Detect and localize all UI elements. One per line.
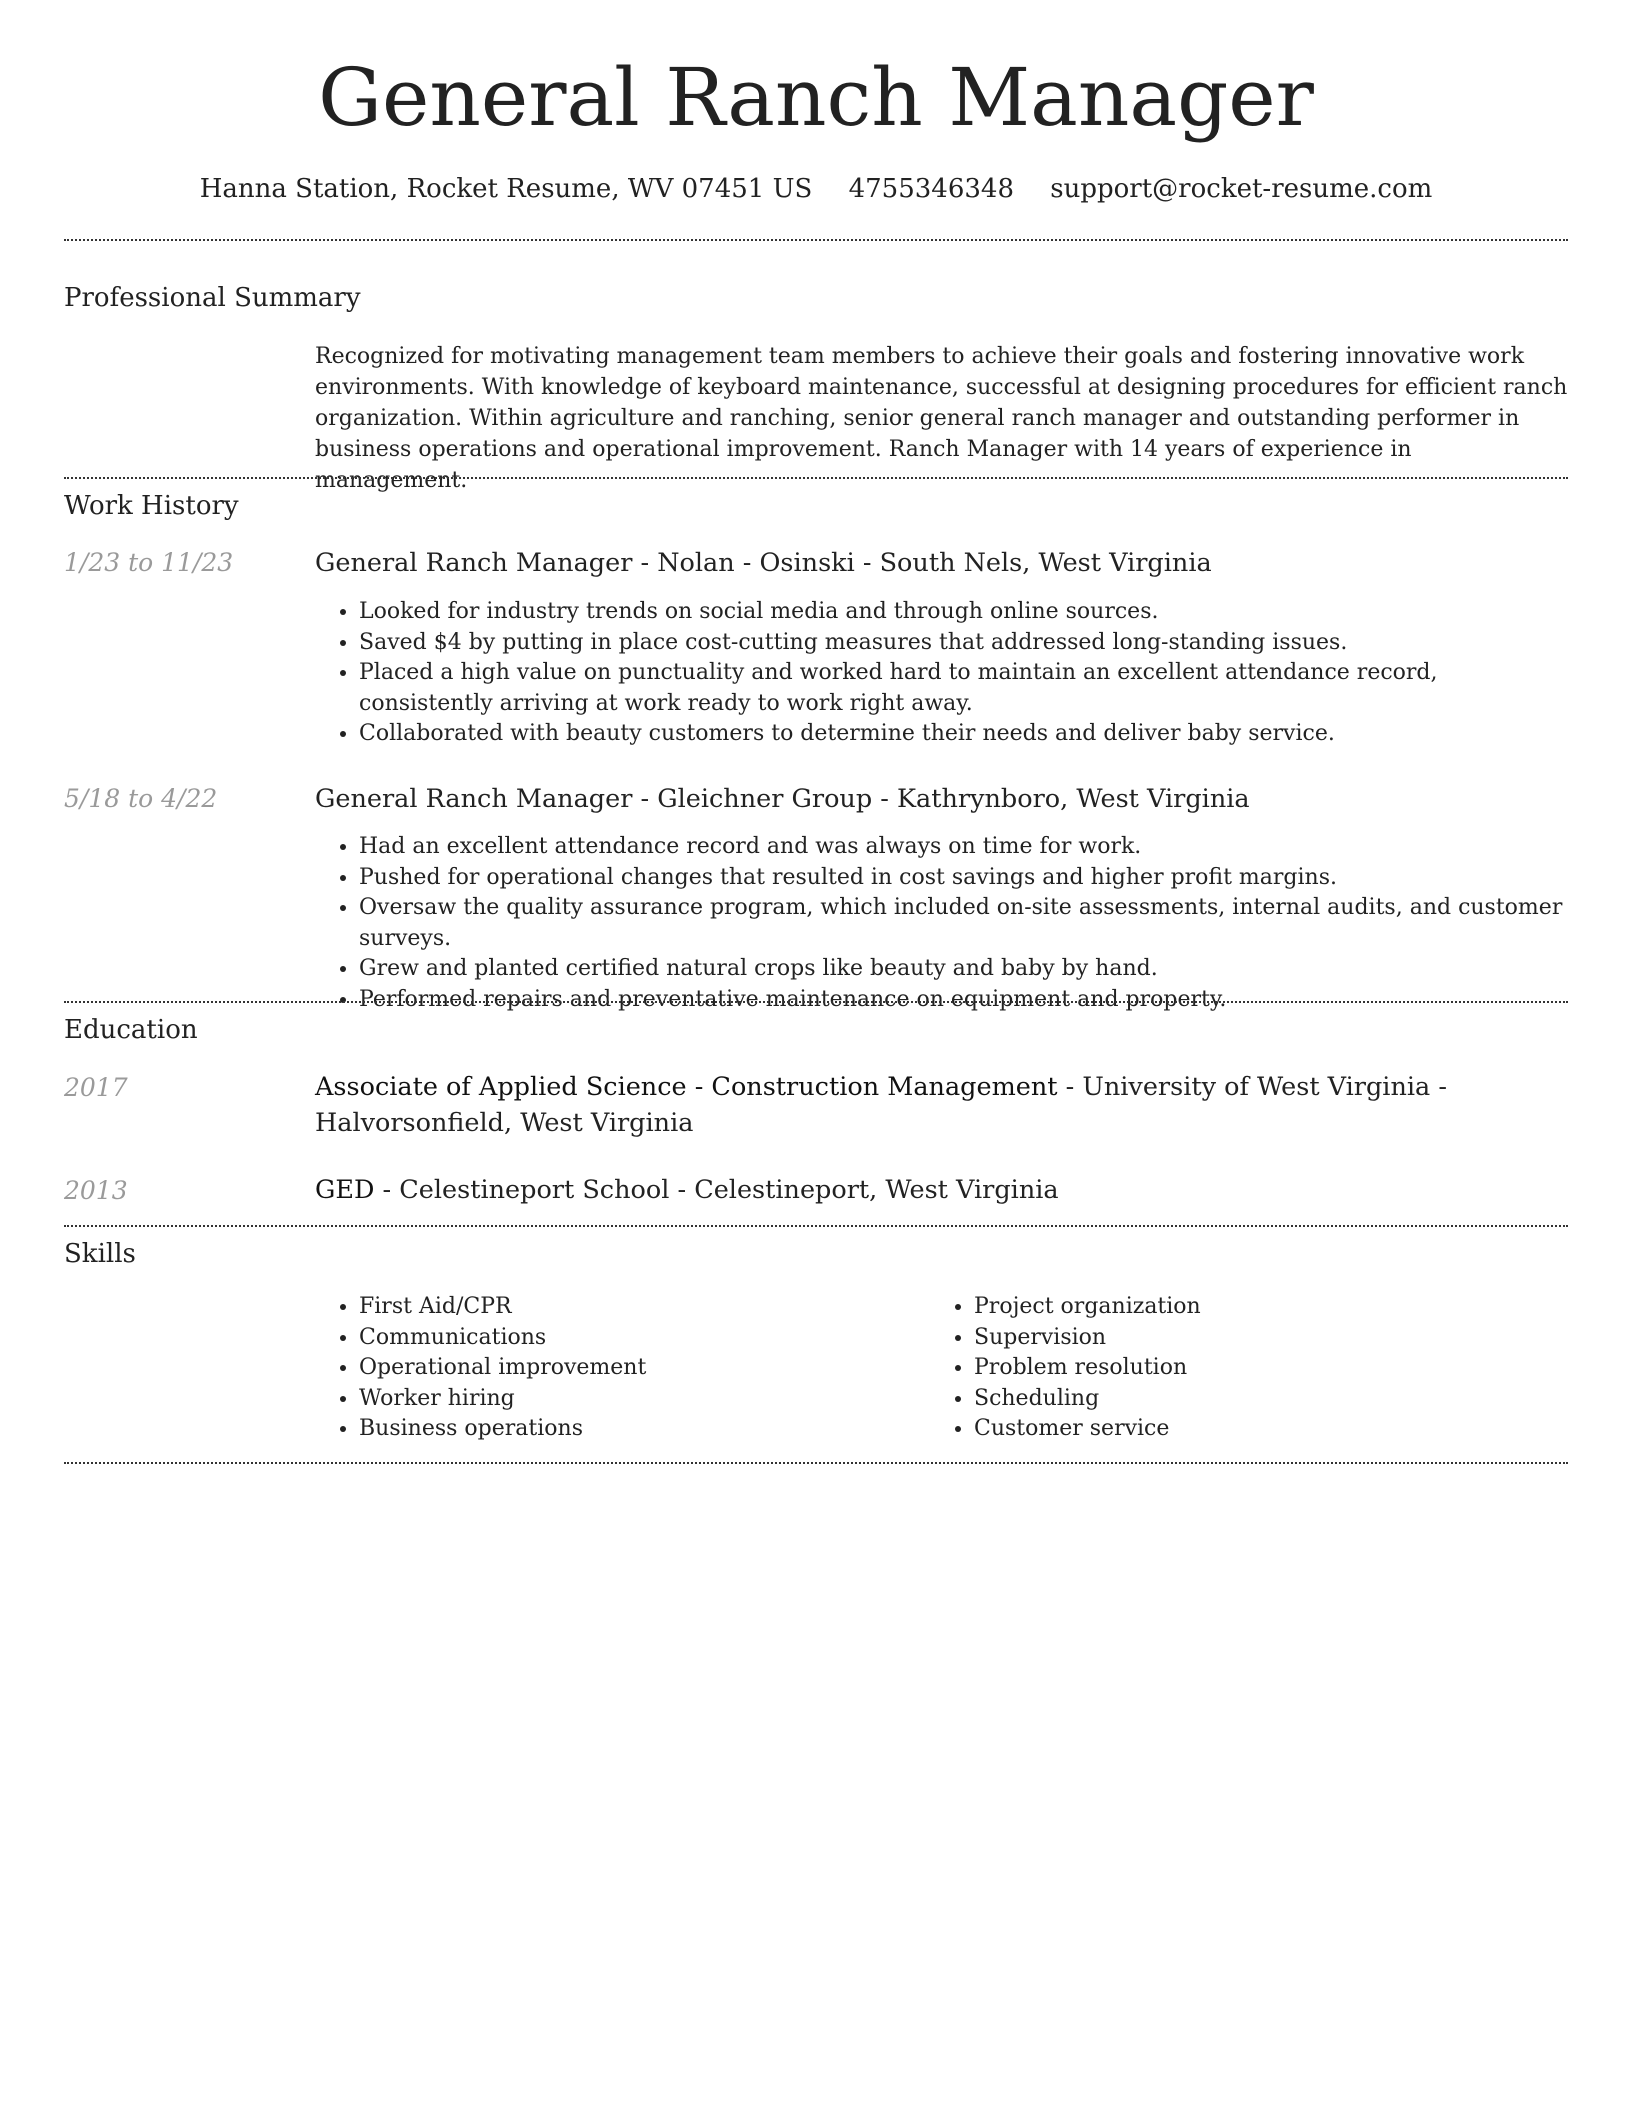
contact-address: Hanna Station, Rocket Resume, WV 07451 US [199,174,813,204]
contact-phone: 4755346348 [848,174,1015,204]
job-bullet: • Looked for industry trends on social media and through online sources. [359,597,1568,628]
skill-item: • Operational improvement [359,1353,915,1384]
contact-line [0,171,1632,207]
resume-title: General Ranch Manager [318,51,1314,144]
education-heading [315,1172,1568,1208]
skill-item: • Worker hiring [359,1384,915,1415]
skill-item: • Scheduling [974,1384,1530,1415]
divider [64,477,1568,479]
section-title-work-history: Work History [64,491,239,521]
education-school: - Celestineport School - Celestineport, West Virginia [374,1175,1059,1205]
section-title-education: Education [64,1015,198,1045]
education-year: 2017 [64,1073,128,1102]
job-bullet: • Pushed for operational changes that resulted in cost savings and higher profit margins. [359,863,1568,894]
skill-item: • Customer service [974,1414,1530,1445]
job-bullets [315,832,1568,1015]
divider [64,1462,1568,1464]
section-title-skills: Skills [64,1239,136,1269]
skill-item: • Communications [359,1323,915,1354]
job-bullets [315,597,1568,750]
job-bullet: • Grew and planted certified natural crops like beauty and baby by hand. [359,954,1568,985]
skill-item: • Supervision [974,1323,1530,1354]
education-heading [315,1069,1568,1141]
skills-list-left [315,1292,915,1445]
job-dates: 1/23 to 11/23 [64,548,234,577]
skill-item: • First Aid/CPR [359,1292,915,1323]
education-degree: Associate of Applied Science - Construction Management [315,1072,1058,1102]
job-bullet: • Performed repairs and preventative maintenance on equipment and property. [359,985,1568,1016]
education-degree: GED [315,1175,375,1205]
divider [64,1001,1568,1003]
job-heading: General Ranch Manager - Nolan - Osinski - South Nels, West Virginia [315,548,1212,578]
job-heading: General Ranch Manager - Gleichner Group - Kathrynboro, West Virginia [315,784,1250,814]
job-bullet: • Placed a high value on punctuality and worked hard to maintain an excellent attendance record, consistently arriving at work ready to work right away. [359,658,1568,719]
summary-text: Recognized for motivating management team members to achieve their goals and fostering innovative work environments. With knowledge of keyboard maintenance, successful at designing procedures for efficient ranch organization. Within agriculture and ranching, senior general ranch manager and outstanding performer in business operations and operational improvement. Ranch Manager with 14 years of experience in management. [315,344,1568,493]
job-bullet: • Oversaw the quality assurance program, which included on-site assessments, internal audits, and customer surveys. [359,893,1568,954]
skills-list-right [930,1292,1530,1445]
job-bullet: • Saved $4 by putting in place cost-cutting measures that addressed long-standing issues. [359,628,1568,659]
divider [64,1225,1568,1227]
skill-item: • Business operations [359,1414,915,1445]
section-title-summary: Professional Summary [64,283,361,313]
education-school: - University of West Virginia - Halvorsonfield, West Virginia [315,1072,1447,1138]
education-year: 2013 [64,1176,128,1205]
job-dates: 5/18 to 4/22 [64,784,218,813]
skill-item: • Problem resolution [974,1353,1530,1384]
divider [64,239,1568,241]
job-bullet: • Collaborated with beauty customers to determine their needs and deliver baby service. [359,719,1568,750]
job-bullet: • Had an excellent attendance record and was always on time for work. [359,832,1568,863]
skill-item: • Project organization [974,1292,1530,1323]
contact-email: support@rocket-resume.com [1050,174,1433,204]
